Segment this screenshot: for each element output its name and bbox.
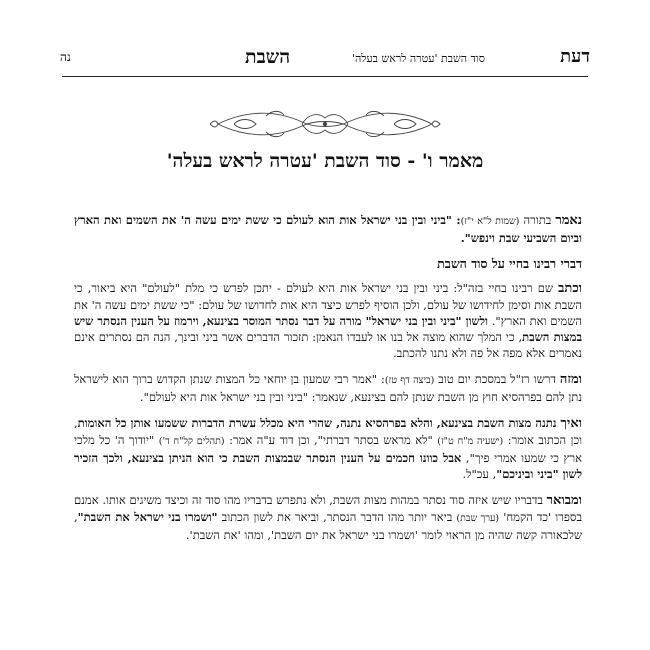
paragraph-lead-word: ומבואר <box>546 493 582 508</box>
article-title: מאמר ו' - סוד השבת 'עטרה לראש בעלה' <box>166 150 484 172</box>
verse-quote: : "ביני ובין בני ישראל אות הוא לעולם כי ששת ימים עשה ה' את השמים ואת הארץ וביום השביעי שבת וינפש". <box>74 213 582 245</box>
paragraph <box>74 492 582 543</box>
paragraph-lead-word: וכתב <box>558 281 582 296</box>
paragraph-text: בתורה <box>519 213 556 227</box>
paragraph-lead-word: נאמר <box>555 213 582 228</box>
source-citation: (ערך שבת) <box>456 513 500 524</box>
paragraph-lead-word: ומזה <box>559 372 582 387</box>
paragraph-text: בדבריו שיש איזה סוד נסתר במהות מצות השבת, ולא נתפרש בדבריו מהו סוד זה וכיצד משיגים אותו. אמנם בספרו 'כד הקמח' <box>74 493 582 524</box>
source-citation: (ביצה דף טז) <box>384 375 435 386</box>
source-citation: (ישעיה מ"ח ט"ז) <box>437 436 504 447</box>
emphasis-text: אבל כוונו חכמים על הענין הנסתר שבמצות השבת כי הוא הניתן בצינעא, ולכך הזכיר לשון "ביני וביניכם" <box>74 451 582 481</box>
paragraph-text: , כי המלך שהוא מוצה אל בנו או לעבדו הנאמן: תזכור הדברים אשר ביני ובינך, הנה הם נסתרים אינם נאמרים אלא מפה אל פה ולא נתנו להכתב. <box>74 330 582 360</box>
paragraph-lead-word: ואיך <box>560 416 582 431</box>
running-header <box>60 46 590 72</box>
emphasis-text: ולשון "ביני ובין בני ישראל" מורה על דבר נסתר המוסר בצינעא, וירמוז על הענין הנסתר שיש במצות השבת <box>74 314 582 344</box>
section-heading: דברי רבינו בחיי על סוד השבת <box>437 256 582 271</box>
paragraph-text: "יודוך ה' כל מלכי ארץ כי שמעו אמרי פיך", <box>74 433 582 465</box>
paragraph <box>74 280 582 361</box>
ornament-icon <box>206 104 444 144</box>
paragraph <box>74 212 582 246</box>
article-body <box>74 212 582 553</box>
emphasis-text: נתנה מצות השבת בצינעא, והלא בפרהסיא נתנה, שהרי היא מכלל עשרת הדברות ששמעו אותן כל האומות <box>77 416 561 430</box>
emphasis-text: "ושמרו בני ישראל את השבת" <box>77 510 218 524</box>
header-book-title: דעת <box>560 46 590 67</box>
source-citation: (שמות ל"א י"ז) <box>460 216 520 227</box>
paragraph <box>74 371 582 405</box>
page-number: נה <box>60 50 71 64</box>
paragraph-text: : "אמר רבי שמעון בן יוחאי כל המצות שנתן הקדוש ברוך הוא לישראל נתן להם בפרהסיא חוץ מן השבת שנתן להם בצינעא, שנאמר: "ביני ובין בני ישראל אות היא לעולם". <box>74 372 582 404</box>
header-section-title: השבת <box>245 46 291 68</box>
header-rule <box>62 76 588 77</box>
paragraph-text: דרשו רז"ל במסכת יום טוב <box>434 372 560 386</box>
header-chapter-title: סוד השבת 'עטרה לראש בעלה' <box>351 52 485 65</box>
paragraph-text: , שלכאורה קשה שהיה מן הראוי לומר 'ושמרו בני ישראל את יום השבת', ומהו 'את השבת'. <box>74 510 582 542</box>
paragraph-text: , וכן הכתוב אומר: <box>74 416 583 447</box>
paragraph-text: , עכ"ל. <box>462 467 497 481</box>
paragraph-text: "לא מראש בסתר דברתי", וכן דוד ע"ה אמר: <box>224 433 438 447</box>
paragraph <box>74 415 582 482</box>
source-citation: (תהלים קל"ח ד') <box>158 436 225 447</box>
paragraph-text: ביאר יותר מהו הדבר הנסתר, וביאר את לשון הכתוב <box>217 510 457 524</box>
paragraph-text: שם רבינו בחיי בזה"ל: ביני ובין בני ישראל אות היא לעולם - יתכן לפרש כי מלת "לעולם" היא ביאור, כי השבת אות וסימן לחידושו של עולם, ולכן הוסיף לפרש כיצד היא אות לחדושו של עולם: "כי ששת ימים עשה ה' את השמים ואת הארץ". <box>74 281 582 328</box>
